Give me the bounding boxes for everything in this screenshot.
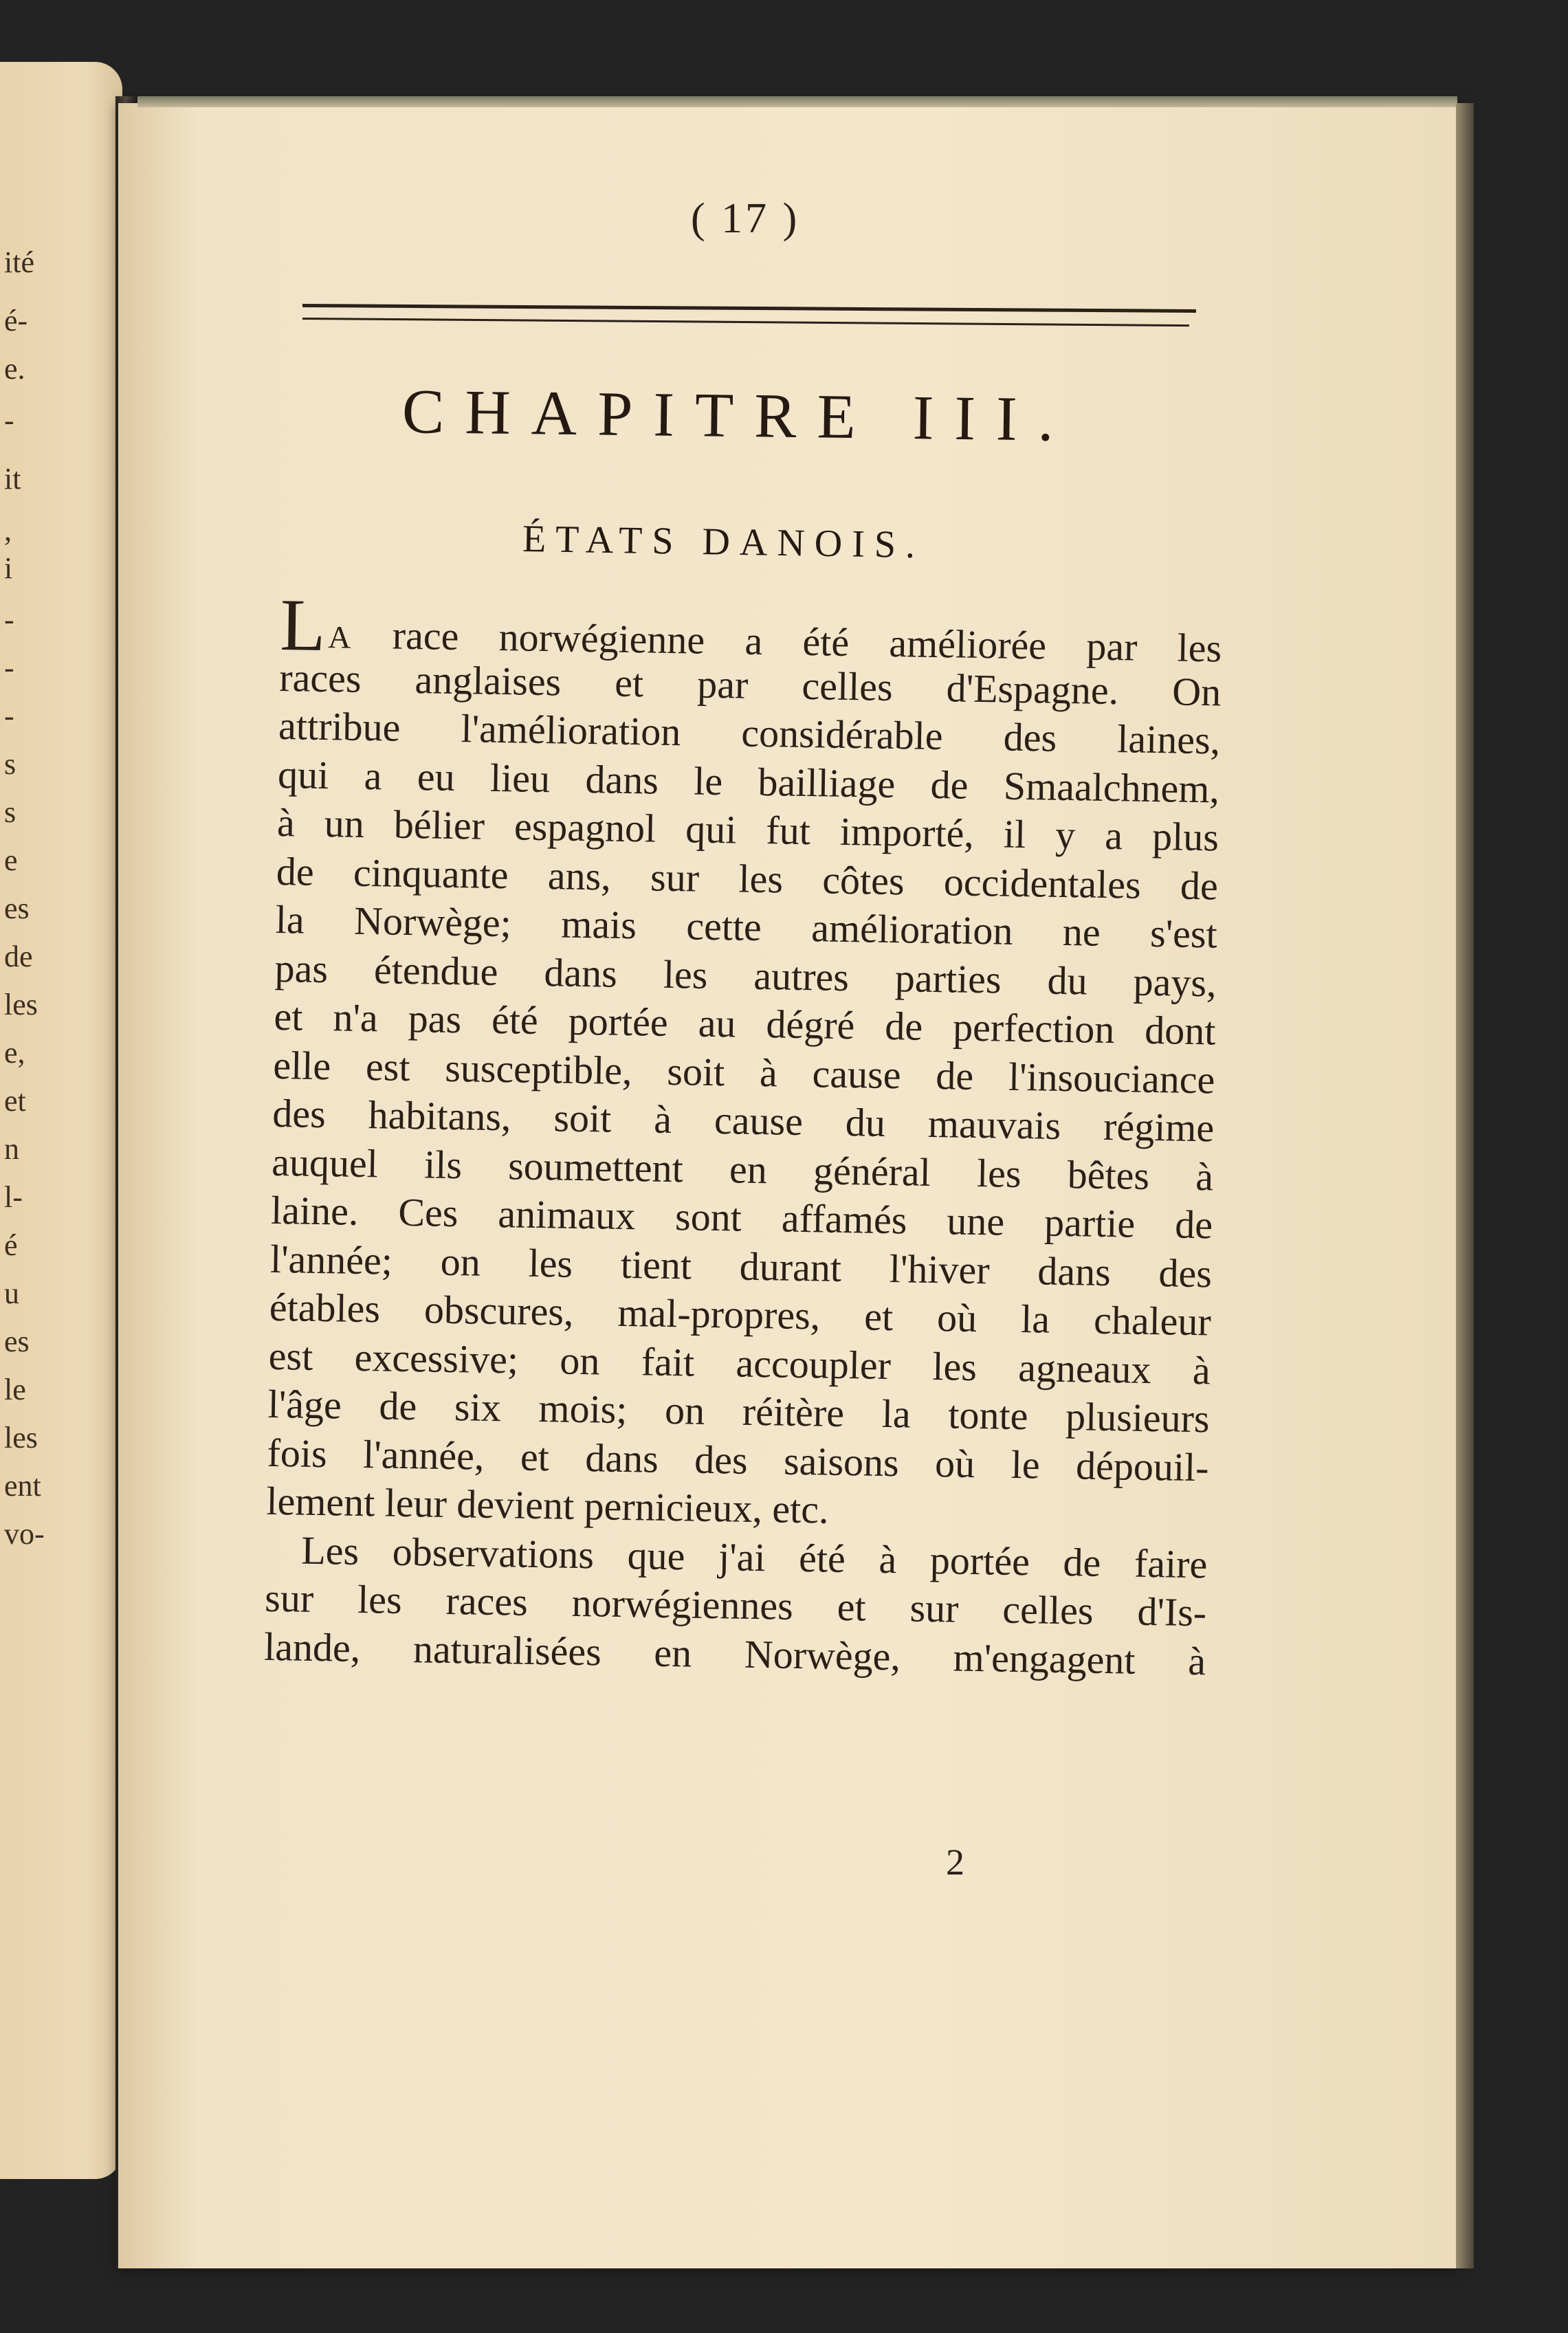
left-page-fragment: e, [4, 1036, 25, 1070]
left-page-fragment: u [4, 1276, 19, 1310]
left-page-fragment: ent [4, 1469, 41, 1503]
left-page-fragment: e. [4, 352, 25, 386]
left-page-fragment: - [4, 403, 14, 437]
left-page-fragment: es [4, 1325, 30, 1358]
text-line: qui a eu lieu dans le bailliage de Smaalchnem, [277, 751, 1220, 811]
left-page-fragment: et [4, 1084, 26, 1118]
text-line: pas étendue dans les autres parties du pays, [274, 945, 1217, 1005]
left-page-fragment: é- [4, 304, 28, 338]
text-line: et n'a pas été portée au dégré de perfection dont [274, 993, 1216, 1054]
left-page-fragment: les [4, 988, 38, 1021]
left-page-fragment: - [4, 651, 14, 685]
text-line-last: lement leur devient pernicieux, etc. [266, 1478, 830, 1532]
page-top-edge [137, 96, 1457, 107]
text-line: sur les races norwégiennes et sur celles d'Is- [264, 1575, 1207, 1635]
left-page [0, 62, 122, 2179]
body-text [263, 584, 1222, 1685]
left-page-fragment: s [4, 795, 16, 829]
left-page-fragment: n [4, 1132, 19, 1166]
chapter-title: CHAPITRE III. [401, 376, 1075, 454]
left-page-fragment: ité [4, 245, 34, 279]
page-right-edge [1456, 103, 1474, 2268]
left-page-fragment: e [4, 843, 18, 877]
signature-mark: 2 [946, 1842, 964, 1883]
left-page-fragment: é [4, 1228, 18, 1262]
left-page-fragment: s [4, 747, 16, 781]
text-line: lande, naturalisées en Norwège, m'engagent à [263, 1624, 1206, 1683]
left-page-fragment: - [4, 699, 14, 733]
left-page-fragment: - [4, 603, 14, 637]
text-line: étables obscures, mal-propres, et où la chaleur [269, 1284, 1212, 1345]
left-page-fragment: it [4, 462, 21, 496]
text-line-indent: Les observations que j'ai été à portée de faire [300, 1527, 1208, 1586]
section-title: ÉTATS DANOIS. [522, 518, 925, 567]
text-line: de cinquante ans, sur les côtes occidentales de [276, 848, 1219, 908]
left-page-fragment: de [4, 940, 33, 973]
text-line: attribue l'amélioration considérable des laines, [278, 703, 1221, 763]
drop-cap: L [279, 584, 327, 667]
text-line: laine. Ces animaux sont affamés une partie de [270, 1187, 1213, 1248]
text-line: des habitans, soit à cause du mauvais régime [272, 1090, 1215, 1151]
text-line: auquel ils soumettent en général les bêtes à [271, 1139, 1214, 1199]
left-page-fragment: i [4, 551, 13, 585]
page-number: ( 17 ) [691, 195, 800, 242]
text-line: l'âge de six mois; on réitère la tonte plusieurs [267, 1381, 1211, 1441]
text-line: la Norwège; mais cette amélioration ne s'est [275, 896, 1218, 957]
text-line: fois l'année, et dans des saisons où le dépouil- [267, 1430, 1209, 1490]
small-caps: A [327, 619, 353, 655]
left-page-fragment: l- [4, 1180, 23, 1214]
left-page-fragment: les [4, 1421, 38, 1455]
left-page-fragment: , [4, 513, 12, 547]
text-line: est excessive; on fait accoupler les agneaux à [268, 1333, 1211, 1393]
text-line: races anglaises et par celles d'Espagne. On [278, 654, 1222, 715]
text-line: race norwégienne a été améliorée par les [352, 612, 1222, 671]
left-page-fragment: vo- [4, 1517, 45, 1551]
text-line: à un bélier espagnol qui fut importé, il y a plus [276, 799, 1219, 860]
text-line: l'année; on les tient durant l'hiver dans des [269, 1236, 1213, 1296]
text-line: elle est susceptible, soit à cause de l'insouciance [272, 1042, 1215, 1102]
left-page-fragment: le [4, 1373, 26, 1406]
left-page-fragment: es [4, 892, 30, 925]
